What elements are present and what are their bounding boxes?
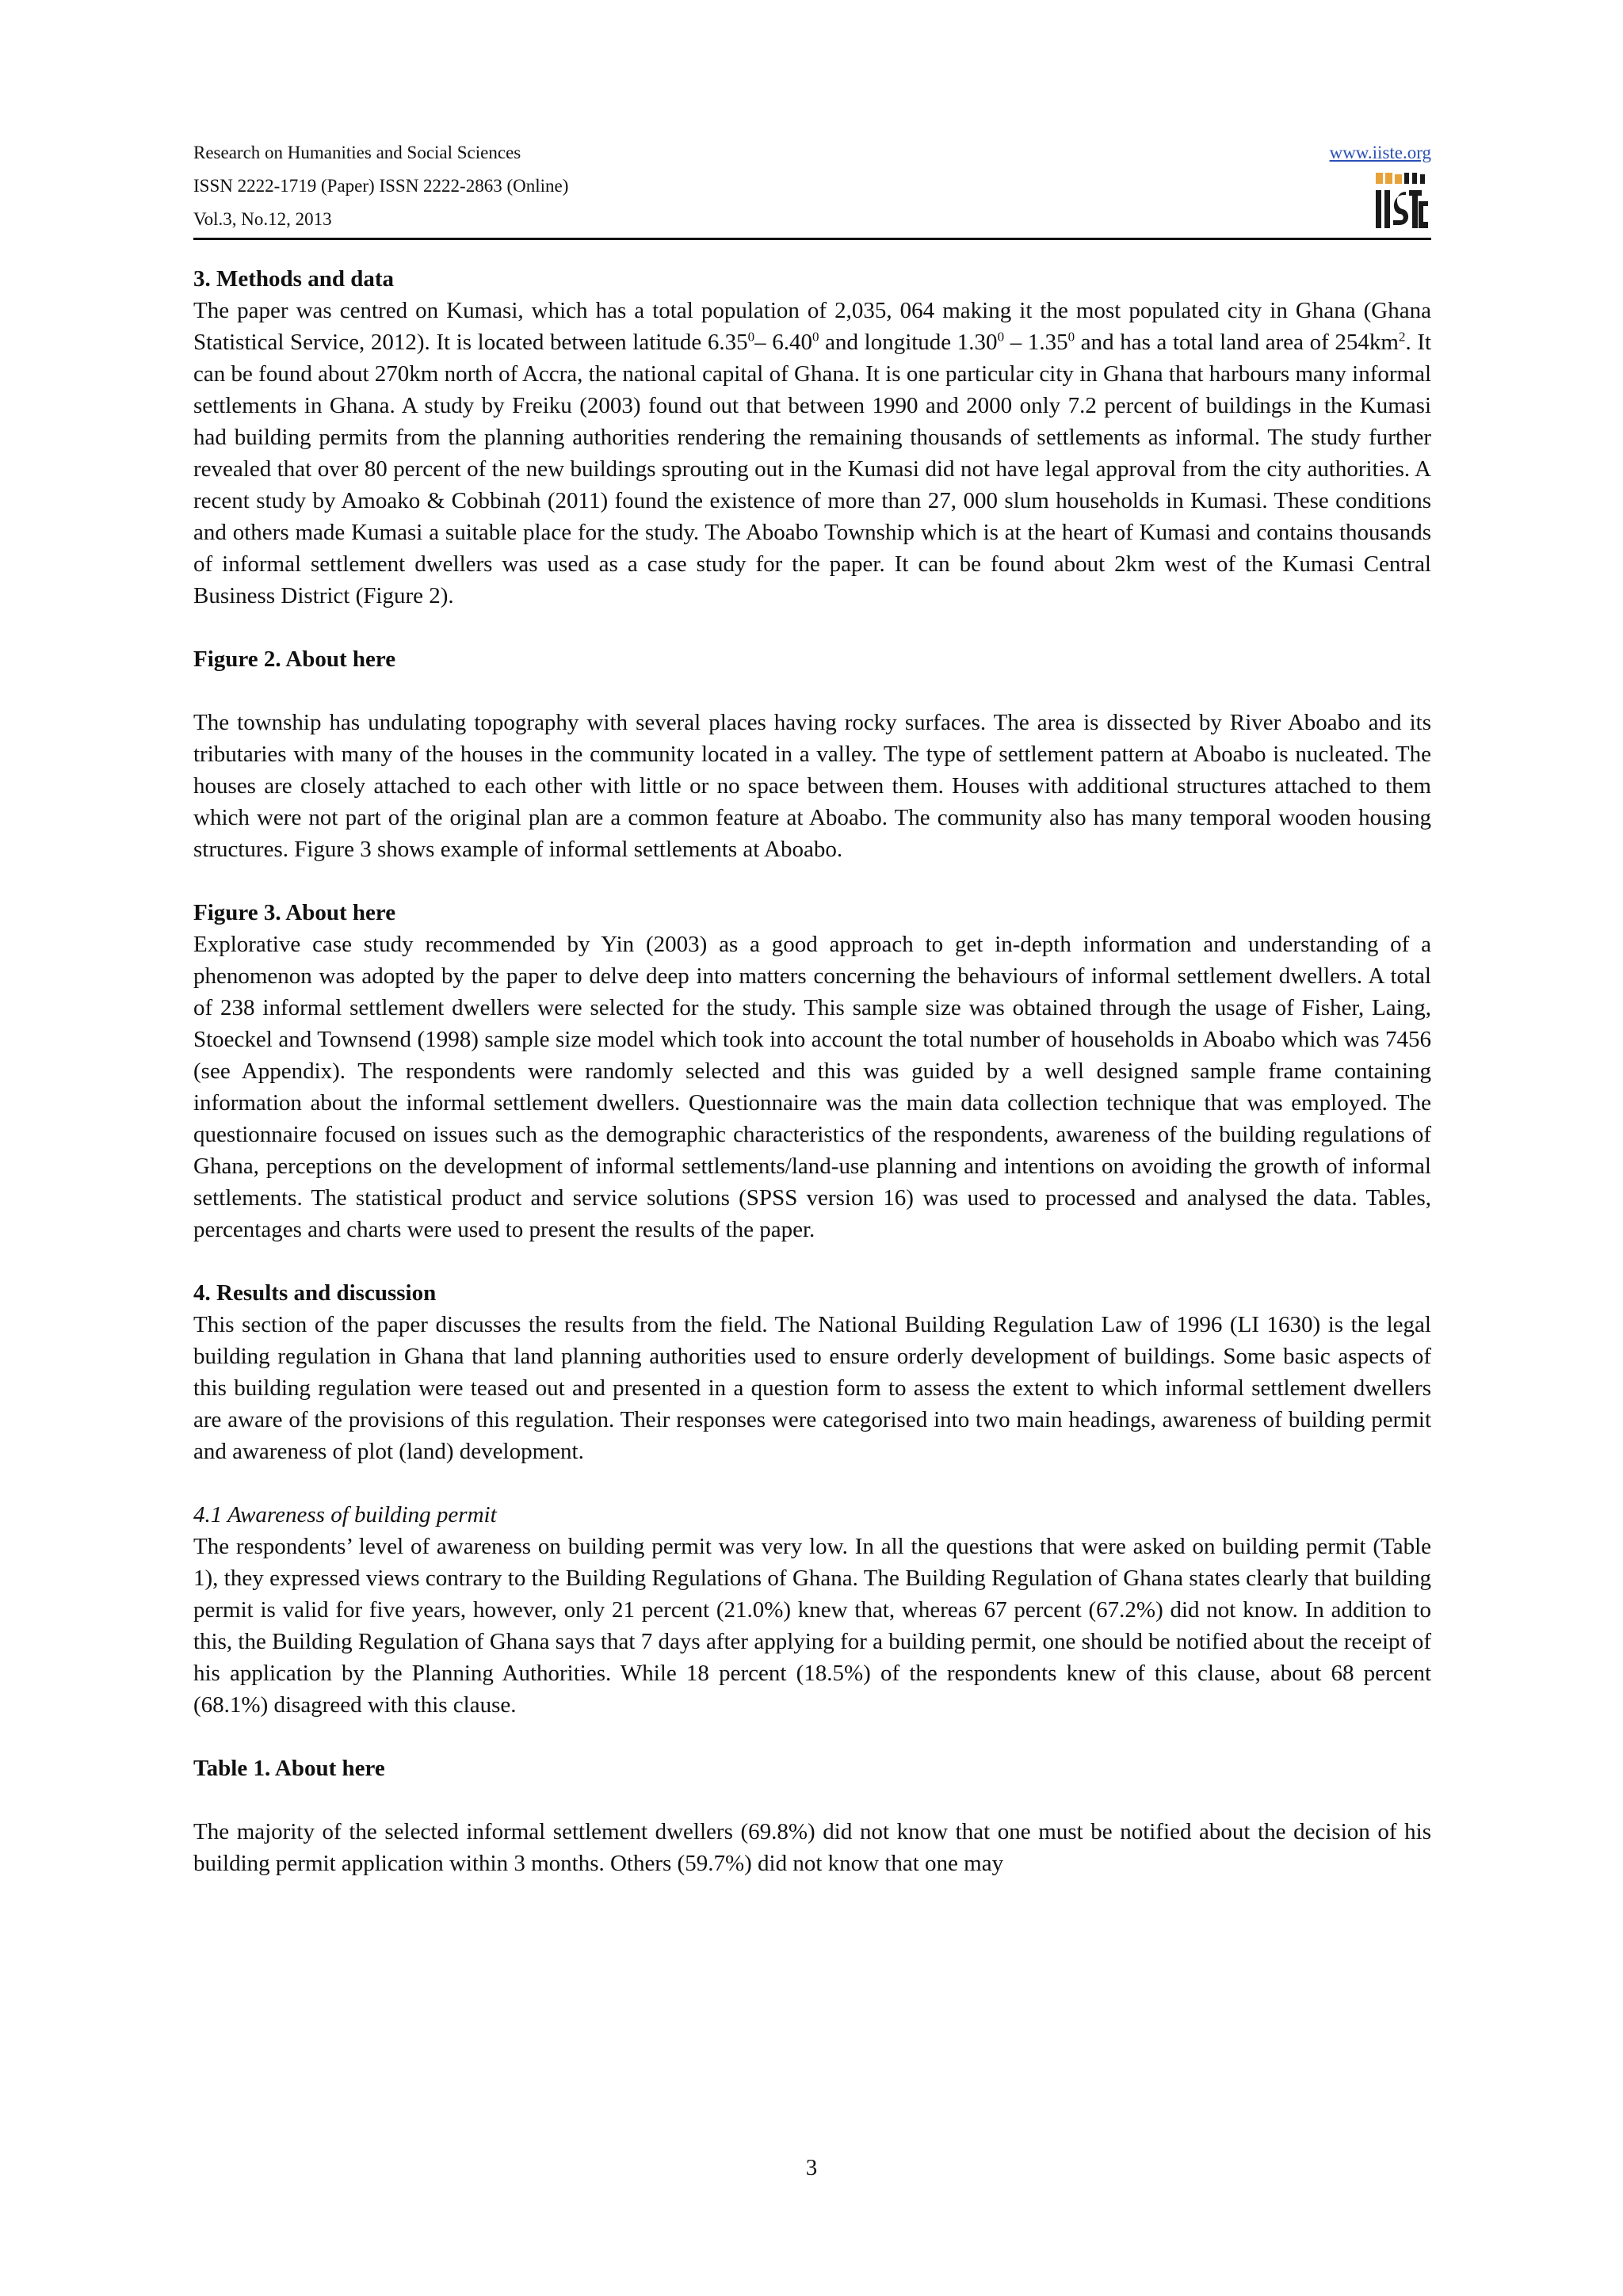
page-header [193, 136, 1431, 239]
subsection-4-1-heading: 4.1 Awareness of building permit [193, 1502, 497, 1527]
page-number: 3 [805, 2155, 818, 2180]
article-body [193, 263, 1431, 1879]
section-3-paragraph-3: Explorative case study recommended by Yin (2003) as a good approach to get in-depth information and understanding of a phenomenon was adopted by the paper to delve deep into matters concerning the behaviours of informal settlement dwellers. A total of 238 informal settlement dwellers were selected for the study. This sample size was obtained through the usage of Fisher, Laing, Stoeckel and Townsend (1998) sample size model which took into account the total number of households in Aboabo which was 7456 (see Appendix). The respondents were randomly selected and this was guided by a well designed sample frame containing information about the informal settlement dwellers. Questionnaire was the main data collection technique that was employed. The questionnaire focused on issues such as the demographic characteristics of the respondents, awareness of the building regulations of Ghana, perceptions on the development of informal settlements/land-use planning and intentions on avoiding the growth of informal settlements. The statistical product and service solutions (SPSS version 16) was used to processed and analysed the data. Tables, percentages and charts were used to present the results of the paper. [193, 932, 1431, 1242]
table-1-caption: Table 1. About here [193, 1756, 385, 1781]
issn-line: ISSN 2222-1719 (Paper) ISSN 2222-2863 (Online) [193, 176, 569, 196]
figure-2-caption: Figure 2. About here [193, 646, 396, 672]
iiste-logo [1374, 171, 1430, 231]
section-4-paragraph-1: This section of the paper discusses the results from the field. The National Building Regulation Law of 1996 (LI 1630) is the legal building regulation in Ghana that land planning authorities used to ensure orderly development of buildings. Some basic aspects of this building regulation were teased out and presented in a question form to assess the extent to which informal settlement dwellers are aware of the provisions of this regulation. Their responses were categorised into two main headings, awareness of building permit and awareness of plot (land) development. [193, 1312, 1431, 1464]
journal-title: Research on Humanities and Social Sciences [193, 143, 521, 162]
figure-3-caption: Figure 3. About here [193, 900, 396, 925]
section-3-paragraph-2: The township has undulating topography with several places having rocky surfaces. The area is dissected by River Aboabo and its tributaries with many of the houses in the community located in a valley. The type of settlement pattern at Aboabo is nucleated. The houses are closely attached to each other with little or no space between them. Houses with additional structures attached to them which were not part of the original plan are a common feature at Aboabo. The community also has many temporal wooden housing structures. Figure 3 shows example of informal settlements at Aboabo. [193, 710, 1431, 862]
section-3-paragraph-1: The paper was centred on Kumasi, which has a total population of 2,035, 064 making it the most populated city in Ghana (Ghana Statistical Service, 2012). It is located between latitude 6.35$^0$– 6.40$^0$ and longitude 1.30$^0$ – 1.35$^0$ and has a total land area of $254km^2$. It can be found about 270km north of Accra, the national capital of Ghana. It is one particular city in Ghana that harbours many informal settlements in Ghana. A study by Freiku (2003) found out that between 1990 and 2000 only 7.2 percent of buildings in the Kumasi had building permits from the planning authorities rendering the remaining thousands of settlements as informal. The study further revealed that over 80 percent of the new buildings sprouting out in the Kumasi did not have legal approval from the city authorities. A recent study by Amoako & Cobbinah (2011) found the existence of more than 27, 000 slum households in Kumasi. These conditions and others made Kumasi a suitable place for the study. The Aboabo Township which is at the heart of Kumasi and contains thousands of informal settlement dwellers was used as a case study for the paper. It can be found about 2km west of the Kumasi Central Business District (Figure 2). [193, 298, 1432, 608]
section-4-paragraph-2: The respondents’ level of awareness on building permit was very low. In all the questions that were asked on building permit (Table 1), they expressed views contrary to the Building Regulations of Ghana. The Building Regulation of Ghana states clearly that building permit is valid for five years, however, only 21 percent (21.0%) knew that, whereas 67 percent (67.2%) did not know. In addition to this, the Building Regulation of Ghana says that 7 days after applying for a building permit, one should be notified about the receipt of his application by the Planning Authorities. While 18 percent (18.5%) of the respondents knew of this clause, about 68 percent (68.1%) disagreed with this clause. [193, 1534, 1431, 1718]
journal-url-link[interactable]: www.iiste.org [1329, 143, 1431, 162]
header-rule [193, 238, 1431, 240]
section-4-heading: 4. Results and discussion [193, 1280, 437, 1306]
section-4-paragraph-3: The majority of the selected informal settlement dwellers (69.8%) did not know that one must be notified about the decision of his building permit application within 3 months. Others (59.7%) did not know that one may [193, 1819, 1431, 1876]
section-3-heading: 3. Methods and data [193, 266, 394, 292]
volume-line: Vol.3, No.12, 2013 [193, 209, 332, 229]
